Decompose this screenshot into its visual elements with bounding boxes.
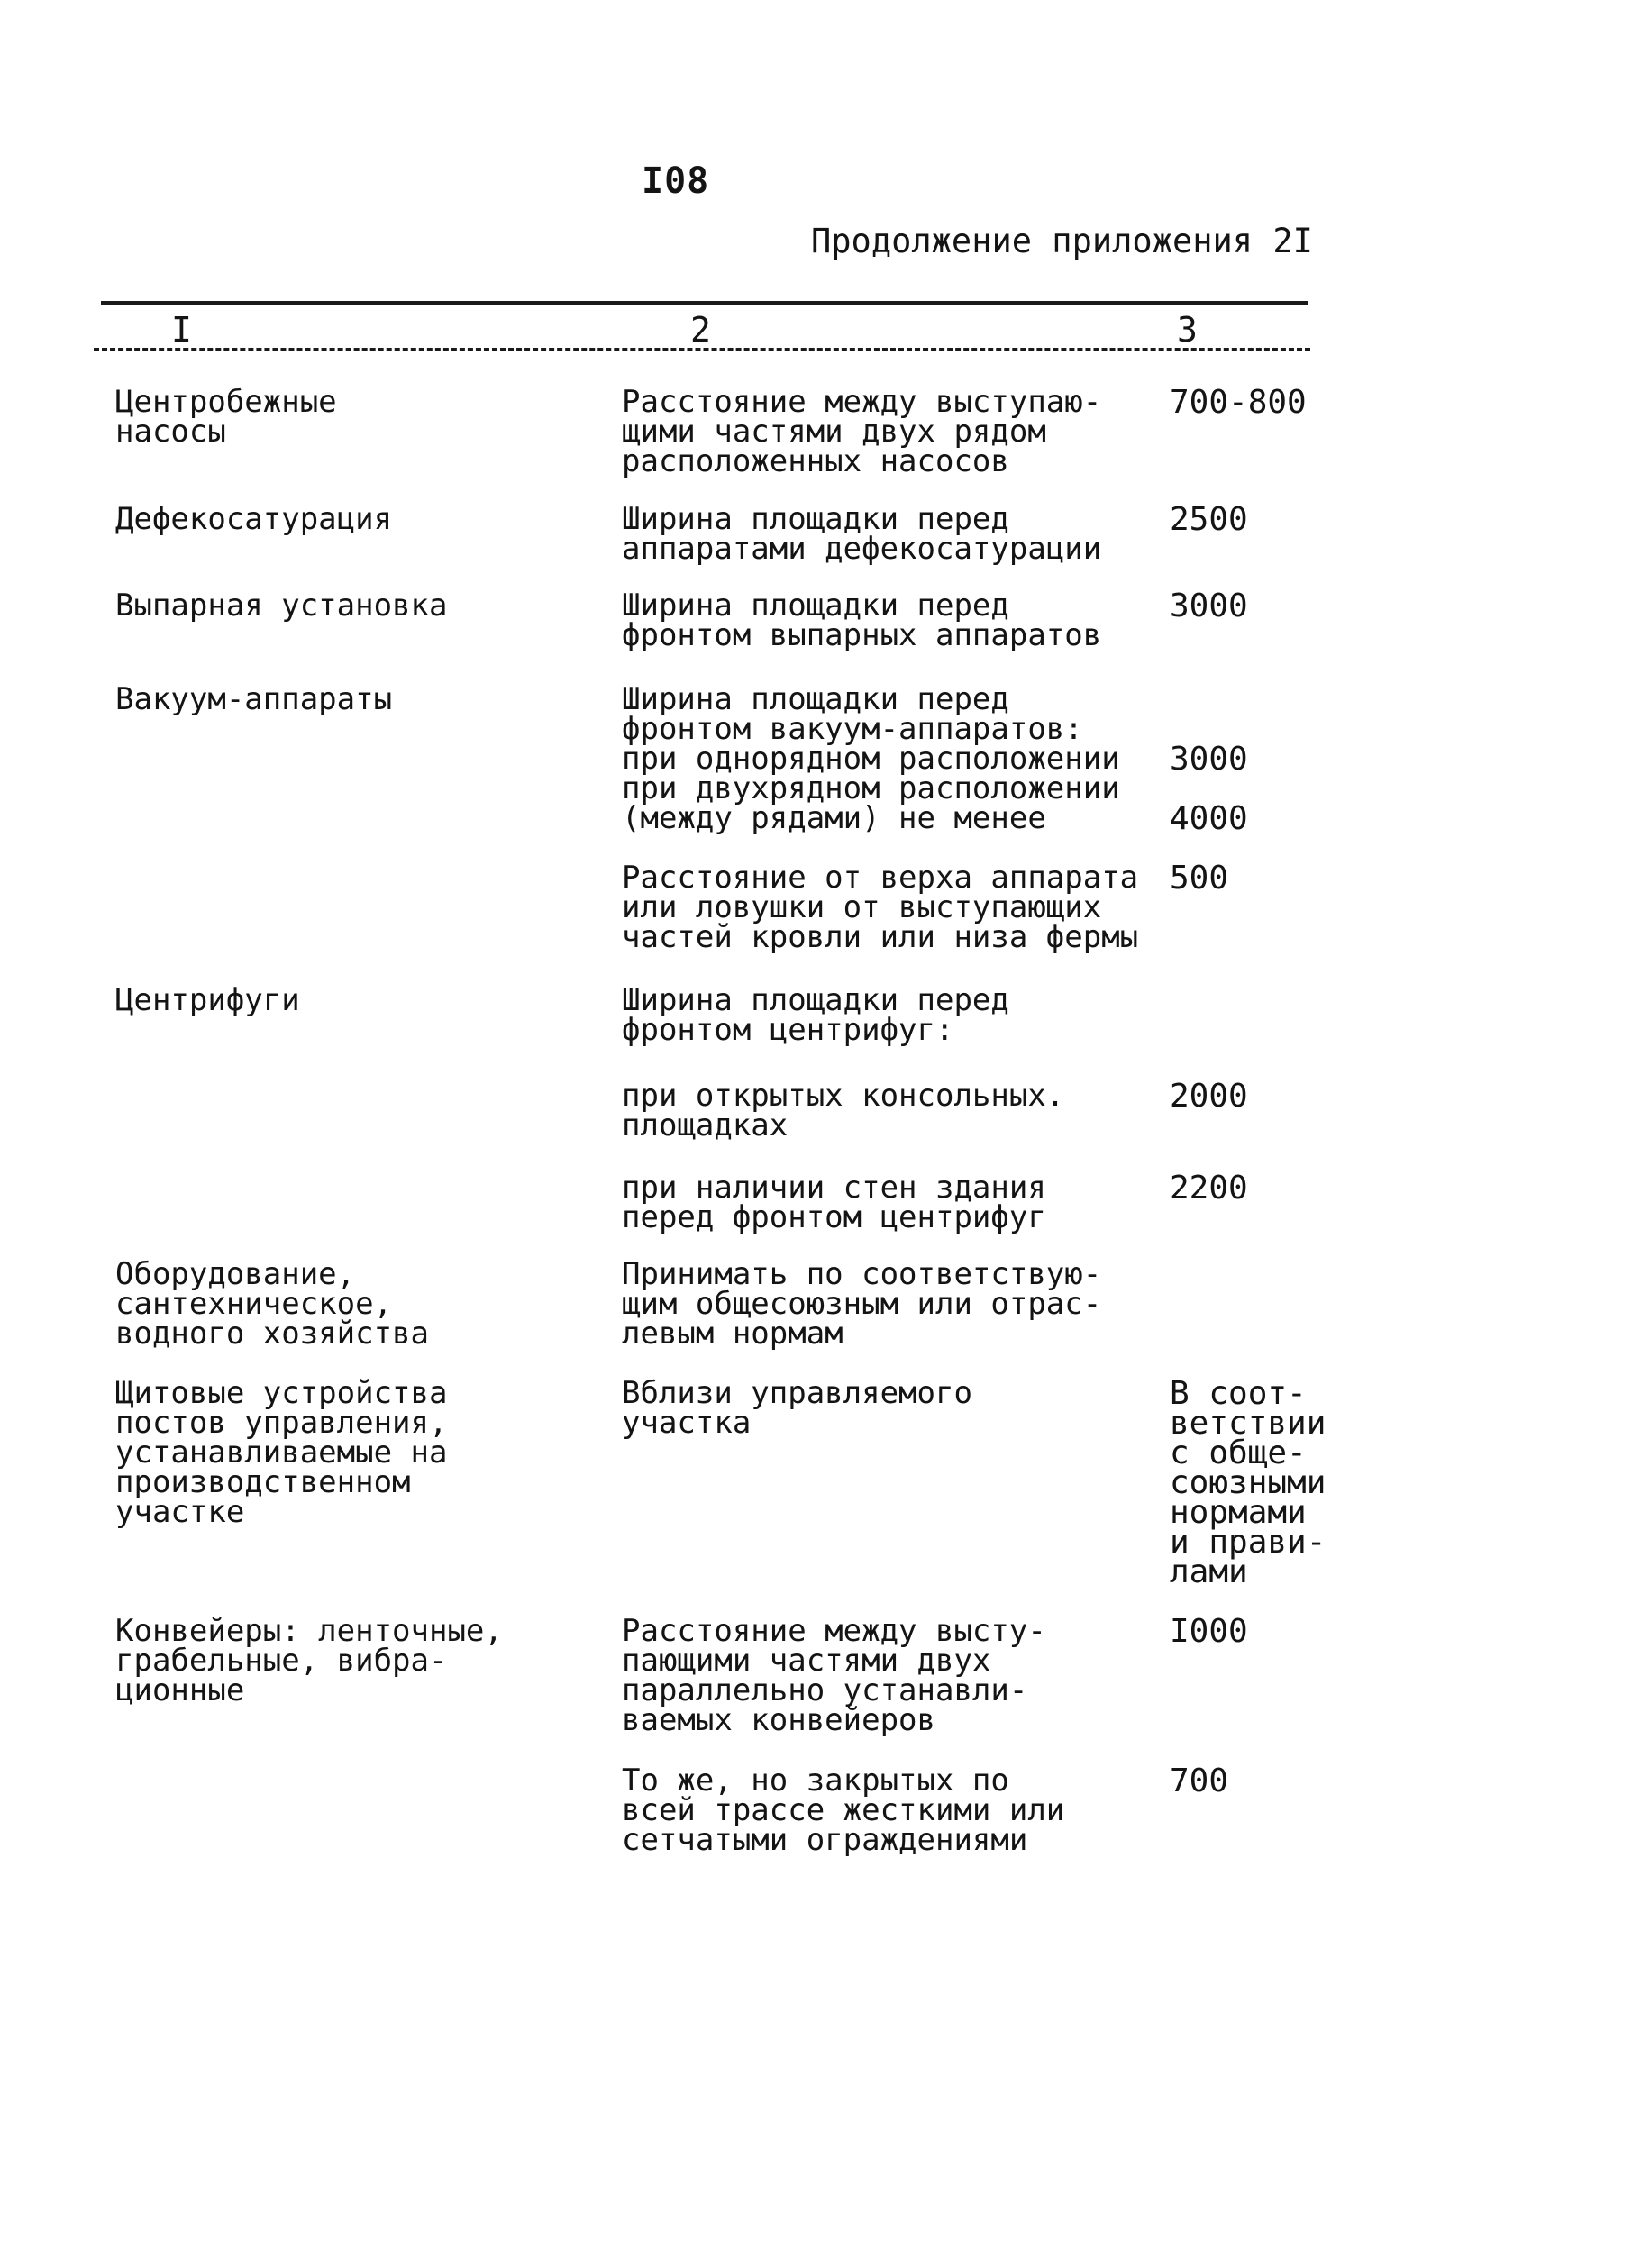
row-7-column-3: [1170, 1078, 1350, 1115]
cell-line: водного хозяйства: [115, 1316, 429, 1352]
cell-line: фронтом вакуум-аппаратов:: [622, 711, 1083, 747]
cell-line: Щитовые устройства: [115, 1375, 448, 1411]
cell-line: ционные: [115, 1672, 245, 1708]
row-1-column-1: [115, 384, 620, 450]
cell-line: фронтом центрифуг:: [622, 1012, 954, 1048]
cell-line: Расстояние между высту-: [622, 1613, 1046, 1649]
cell-line: 500: [1170, 860, 1229, 897]
row-6-column-1: [115, 982, 620, 1018]
cell-line: 3000: [1170, 741, 1248, 778]
cell-line: участке: [115, 1494, 245, 1530]
cell-line: Ширина площадки перед: [622, 681, 1009, 717]
cell-line: Конвейеры: ленточные,: [115, 1613, 503, 1649]
cell-line: (между рядами) не менее: [622, 800, 1046, 836]
cell-line: ветствии: [1170, 1405, 1326, 1442]
column-header-3: 3: [1177, 310, 1198, 350]
row-4-column-1: [115, 681, 620, 717]
cell-line: всей трассе жесткими или: [622, 1792, 1065, 1828]
cell-line: Центробежные: [115, 384, 337, 420]
cell-line: 4000: [1170, 800, 1248, 837]
row-10-column-1: [115, 1375, 620, 1530]
cell-line: Дефекосатурация: [115, 501, 393, 537]
cell-line: левым нормам: [622, 1316, 843, 1352]
cell-line: Оборудование,: [115, 1256, 356, 1292]
cell-line: 3000: [1170, 587, 1248, 624]
cell-line: и прави-: [1170, 1524, 1326, 1561]
cell-line: производственном: [115, 1464, 411, 1500]
cell-line: постов управления,: [115, 1405, 448, 1441]
table-header-rule: [94, 348, 1310, 351]
row-2-column-3: [1170, 501, 1350, 538]
cell-line: I000: [1170, 1613, 1248, 1650]
cell-line: при однорядном расположении: [622, 741, 1120, 777]
cell-line: Выпарная установка: [115, 587, 448, 624]
cell-line: параллельно устанавли-: [622, 1672, 1028, 1708]
row-8-column-2: [622, 1170, 1181, 1235]
cell-line: с обще-: [1170, 1435, 1307, 1471]
column-header-1: I: [171, 310, 192, 350]
row-7-column-2: [622, 1078, 1181, 1143]
cell-line: при наличии стен здания: [622, 1170, 1046, 1206]
cell-line: Принимать по соответствую-: [622, 1256, 1102, 1292]
cell-line: Расстояние от верха аппарата: [622, 860, 1139, 896]
row-2-column-1: [115, 501, 620, 537]
row-5-column-2: [622, 860, 1181, 955]
row-3-column-1: [115, 587, 620, 624]
cell-line: щими частями двух рядом: [622, 414, 1046, 450]
cell-line: расположенных насосов: [622, 443, 1009, 479]
row-1-column-3: [1170, 384, 1350, 421]
cell-line: 2200: [1170, 1170, 1248, 1207]
row-8-column-3: [1170, 1170, 1350, 1207]
cell-line: Ширина площадки перед: [622, 501, 1009, 537]
cell-line: насосы: [115, 414, 226, 450]
cell-line: нормами: [1170, 1494, 1307, 1531]
row-11-column-2: [622, 1613, 1181, 1738]
cell-line: или ловушки от выступающих: [622, 889, 1102, 925]
cell-line: Расстояние между выступаю-: [622, 384, 1102, 420]
cell-line: щим общесоюзным или отрас-: [622, 1286, 1102, 1322]
row-10-column-2: [622, 1375, 1181, 1441]
cell-line: сантехническое,: [115, 1286, 393, 1322]
row-2-column-2: [622, 501, 1181, 567]
cell-line: сетчатыми ограждениями: [622, 1822, 1028, 1858]
row-11-column-3: [1170, 1613, 1350, 1650]
cell-line: Центрифуги: [115, 982, 300, 1018]
cell-line: ваемых конвейеров: [622, 1702, 935, 1738]
cell-line: То же, но закрытых по: [622, 1762, 1009, 1799]
cell-line: Вблизи управляемого: [622, 1375, 972, 1411]
cell-line: фронтом выпарных аппаратов: [622, 617, 1102, 653]
cell-line: участка: [622, 1405, 752, 1441]
cell-line: В соот-: [1170, 1375, 1307, 1412]
row-3-column-3: [1170, 587, 1350, 624]
cell-line: пающими частями двух: [622, 1643, 991, 1679]
cell-line: 2000: [1170, 1078, 1248, 1115]
cell-line: устанавливаемые на: [115, 1435, 448, 1471]
table-top-rule: [101, 301, 1308, 305]
row-12-column-2: [622, 1762, 1181, 1858]
cell-line: площадках: [622, 1107, 789, 1143]
cell-line: при двухрядном расположении: [622, 770, 1120, 806]
row-11-column-1: [115, 1613, 620, 1708]
cell-line: частей кровли или низа фермы: [622, 919, 1139, 955]
row-5-column-3: [1170, 860, 1350, 897]
cell-line: 2500: [1170, 501, 1248, 538]
cell-line: лами: [1170, 1553, 1248, 1590]
cell-line: Ширина площадки перед: [622, 587, 1009, 624]
row-1-column-2: [622, 384, 1181, 479]
continuation-title: Продолжение приложения 2I: [811, 222, 1313, 260]
row-4-column-2: [622, 681, 1181, 836]
cell-line: Вакуум-аппараты: [115, 681, 393, 717]
cell-line: перед фронтом центрифуг: [622, 1199, 1046, 1235]
row-10-column-3: [1170, 1375, 1350, 1590]
cell-line: 700: [1170, 1762, 1229, 1799]
row-9-column-2: [622, 1256, 1181, 1352]
row-6-column-2: [622, 982, 1181, 1048]
row-9-column-1: [115, 1256, 620, 1352]
cell-line: 700-800: [1170, 384, 1307, 421]
column-header-2: 2: [690, 310, 711, 350]
cell-line: при открытых консольных.: [622, 1078, 1065, 1114]
row-3-column-2: [622, 587, 1181, 653]
cell-line: аппаратами дефекосатурации: [622, 531, 1102, 567]
page-number: I08: [642, 160, 710, 202]
row-12-column-3: [1170, 1762, 1350, 1799]
cell-line: грабельные, вибра-: [115, 1643, 448, 1679]
cell-line: союзными: [1170, 1464, 1326, 1501]
cell-line: Ширина площадки перед: [622, 982, 1009, 1018]
